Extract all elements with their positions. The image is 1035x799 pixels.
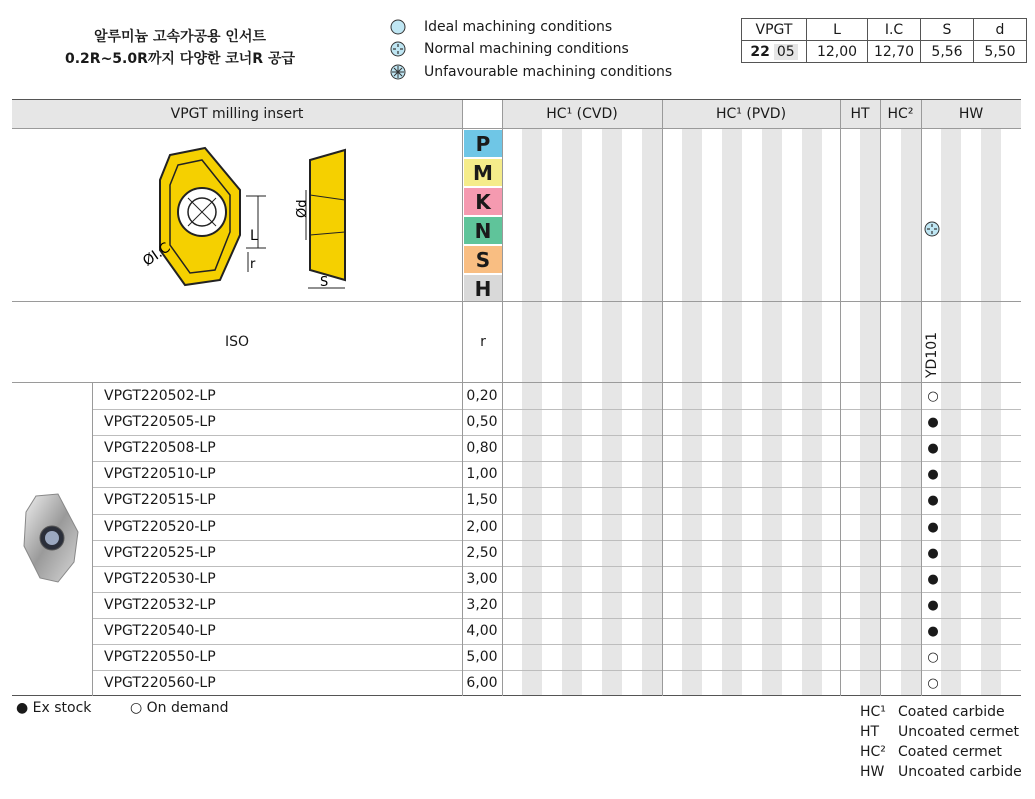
availability-mark: ○	[927, 649, 939, 665]
label-ic: ØI.C	[140, 239, 174, 270]
title-line-1: 알루미늄 고속가공용 인서트	[93, 29, 267, 45]
material-p: P	[464, 130, 502, 157]
dim-header: d	[974, 19, 1027, 41]
availability-mark: ●	[927, 571, 939, 587]
insert-code: VPGT220515-LP	[104, 492, 216, 508]
dim-header: S	[921, 19, 974, 41]
legend-label: Normal machining conditions	[424, 41, 629, 57]
material-m: M	[464, 159, 502, 186]
abbrev-desc: Coated carbide	[898, 704, 1005, 720]
availability-mark: ●	[927, 440, 939, 456]
header-ht: HT	[850, 106, 870, 122]
legend-normal	[390, 38, 629, 60]
abbreviation-list	[860, 702, 1022, 782]
label-s: S	[320, 275, 329, 290]
dimension-table	[741, 18, 1027, 63]
corner-radius: 2,50	[466, 545, 498, 561]
corner-radius: 2,00	[466, 519, 498, 535]
label-r: r	[250, 257, 256, 272]
grade-label: YD101	[924, 331, 940, 378]
legend-unfavourable	[390, 61, 672, 83]
normal-condition-icon	[924, 221, 940, 237]
corner-radius: 1,00	[466, 466, 498, 482]
dim-value: 12,00	[807, 41, 868, 63]
availability-mark: ●	[927, 414, 939, 430]
insert-code: VPGT220532-LP	[104, 597, 216, 613]
abbrev-desc: Uncoated carbide	[898, 764, 1022, 780]
ideal-condition-icon	[390, 19, 406, 35]
label-d: Ød	[295, 199, 310, 218]
corner-radius: 0,50	[466, 414, 498, 430]
insert-photo	[18, 492, 84, 584]
abbrev-desc: Uncoated cermet	[898, 724, 1019, 740]
availability-mark: ○	[927, 388, 939, 404]
insert-code: VPGT220560-LP	[104, 675, 216, 691]
normal-condition-icon	[390, 41, 406, 57]
abbrev-key: HT	[860, 724, 880, 740]
availability-mark: ●	[927, 492, 939, 508]
iso-label: ISO	[224, 334, 250, 350]
legend-on-demand: ○ On demand	[130, 700, 229, 716]
corner-radius: 6,00	[466, 675, 498, 691]
corner-radius: 5,00	[466, 649, 498, 665]
dim-size-cell	[742, 41, 807, 63]
availability-mark: ●	[927, 623, 939, 639]
legend-ideal	[390, 16, 612, 38]
corner-radius: 1,50	[466, 492, 498, 508]
availability-mark: ○	[927, 675, 939, 691]
r-label: r	[480, 334, 486, 350]
title-line-2: 0.2R~5.0R까지 다양한 코너R 공급	[64, 51, 295, 67]
insert-code: VPGT220510-LP	[104, 466, 216, 482]
header-hc2: HC²	[887, 106, 914, 122]
header-hc1-cvd: HC¹ (CVD)	[546, 106, 618, 122]
insert-code: VPGT220502-LP	[104, 388, 216, 404]
insert-code: VPGT220530-LP	[104, 571, 216, 587]
dim-header: VPGT	[742, 19, 807, 41]
label-l: L	[250, 228, 258, 244]
header-hc1-pvd: HC¹ (PVD)	[715, 106, 787, 122]
unfavourable-condition-icon	[390, 64, 406, 80]
material-s: S	[464, 246, 502, 273]
corner-radius: 0,80	[466, 440, 498, 456]
legend-ex-stock: ● Ex stock	[16, 700, 92, 716]
abbrev-key: HW	[860, 764, 885, 780]
dim-value: 5,56	[921, 41, 974, 63]
insert-code: VPGT220505-LP	[104, 414, 216, 430]
abbrev-key: HC¹	[860, 704, 886, 720]
legend-label: Unfavourable machining conditions	[424, 64, 673, 80]
corner-radius: 3,00	[466, 571, 498, 587]
dim-size-a: 22	[750, 43, 770, 60]
availability-mark: ●	[927, 466, 939, 482]
dim-header: I.C	[868, 19, 921, 41]
availability-mark: ●	[927, 519, 939, 535]
page-title	[30, 26, 330, 70]
availability-mark: ●	[927, 597, 939, 613]
abbrev-desc: Coated cermet	[898, 744, 1002, 760]
dim-value: 5,50	[974, 41, 1027, 63]
header-hw: HW	[958, 106, 984, 122]
insert-code: VPGT220525-LP	[104, 545, 216, 561]
insert-code: VPGT220520-LP	[104, 519, 216, 535]
availability-mark: ●	[927, 545, 939, 561]
insert-code: VPGT220540-LP	[104, 623, 216, 639]
corner-radius: 3,20	[466, 597, 498, 613]
corner-radius: 4,00	[466, 623, 498, 639]
dim-header: L	[807, 19, 868, 41]
legend-label: Ideal machining conditions	[424, 19, 613, 35]
corner-radius: 0,20	[466, 388, 498, 404]
insert-header-title: VPGT milling insert	[170, 106, 304, 122]
insert-code: VPGT220508-LP	[104, 440, 216, 456]
material-n: N	[464, 217, 502, 244]
material-h: H	[464, 275, 502, 302]
insert-technical-drawing	[130, 140, 360, 295]
dim-size-b: 05	[774, 44, 798, 60]
dim-value: 12,70	[868, 41, 921, 63]
insert-code: VPGT220550-LP	[104, 649, 216, 665]
abbrev-key: HC²	[860, 744, 886, 760]
material-k: K	[464, 188, 502, 215]
